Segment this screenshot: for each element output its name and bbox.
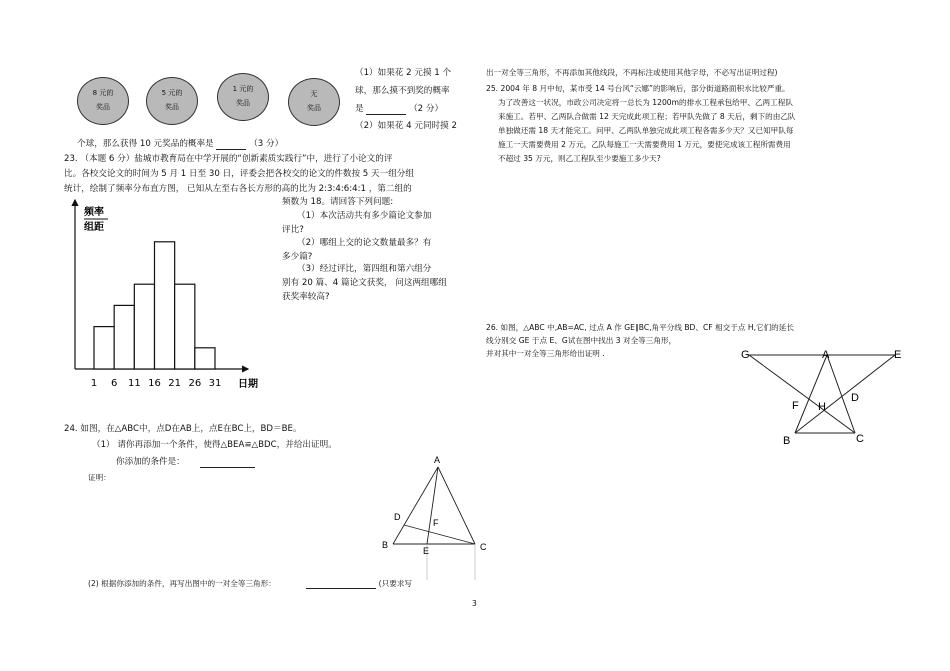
prize-ball-label-top: 8 元的 — [92, 89, 114, 97]
segment-ac — [438, 467, 475, 544]
q24-line3 — [116, 456, 255, 468]
q25-line1: 25. 2004 年 8 月中旬，某市受 14 号台风“云娜”的影响后，部分街道路面积水比较严重。 — [486, 84, 790, 93]
histogram-bar — [134, 284, 154, 369]
prize-ball-label-top: 1 元的 — [232, 85, 254, 93]
prize-ball-label-top: 5 元的 — [161, 89, 183, 97]
q23-q2b: 多少篇? — [282, 252, 313, 262]
prize-ball-label-bottom: 奖品 — [165, 103, 179, 111]
y-label-top: 频率 — [84, 207, 104, 218]
label-h: H — [818, 401, 826, 413]
x-tick-label: 31 — [208, 378, 222, 389]
q23-line4: 频数为 18。请回答下列问题: — [282, 197, 394, 207]
q24-continuation-line: 出一对全等三角形，不再添加其他线段，不再标注或使用其他字母，不必写出证明过程) — [486, 68, 778, 77]
label-a: A — [822, 349, 830, 361]
q22-part1-line1: （1）如果花 2 元摸 1 个 — [355, 68, 452, 78]
label-d: D — [851, 392, 859, 404]
frequency-histogram — [62, 196, 262, 392]
q23-line1: 23. （本题 6 分）盐城市教育局在中学开展的“创新素质实践行”中，进行了小论文的评 — [64, 154, 393, 164]
line-cfg — [749, 355, 855, 433]
x-tick-label: 16 — [148, 378, 161, 389]
label-f: F — [792, 400, 799, 412]
label-d: D — [394, 512, 401, 522]
histogram-bar — [195, 348, 215, 369]
q24-condition-prefix: 你添加的条件是： — [116, 457, 185, 467]
q24-condition-blank[interactable] — [200, 457, 255, 468]
label-e: E — [894, 349, 902, 361]
q22-continuation — [77, 138, 283, 150]
histogram-bar — [114, 305, 134, 369]
prize-ball-label-top: 无 — [310, 90, 318, 98]
q26-triangle-figure — [735, 343, 910, 448]
q23-line3: 统计，绘制了频率分布直方图， 已知从左至右各长方形的高的比为 2:3:4:6:4:1 ，第二组的 — [64, 184, 412, 194]
label-g: G — [741, 349, 750, 361]
x-axis-label: 日期 — [238, 379, 258, 390]
prize-ball-3 — [217, 73, 269, 121]
q22-answer-prefix: 是 — [355, 104, 364, 114]
prize-ball-1 — [77, 77, 129, 125]
label-f: F — [433, 518, 439, 528]
x-tick-label: 11 — [127, 378, 141, 389]
q23-line2: 比。各校交论文的时间为 5 月 1 日至 30 日，评委会把各校交的论文的件数按 5 天一组分组 — [64, 169, 414, 179]
q23-q3a: （3）经过评比，第四组和第六组分 — [297, 264, 432, 274]
prize-ball-label-bottom: 奖品 — [236, 99, 250, 107]
q22-cont-text: 个球，那么获得 10 元奖品的概率是 — [77, 139, 214, 149]
q23-q2a: （2）哪组上交的论文数量最多？有 — [297, 238, 432, 248]
label-c: C — [480, 542, 487, 552]
q22-answer-blank-2[interactable] — [216, 139, 246, 150]
histogram-bar — [94, 327, 114, 369]
q24-proof-label: 证明： — [88, 473, 111, 482]
label-b: B — [382, 540, 389, 550]
prize-ball-label-bottom: 奖品 — [96, 103, 110, 111]
line-bde — [795, 355, 895, 433]
q22-part1-line3 — [355, 103, 443, 115]
q25-line2: 为了改善这一状况，市政公司决定将一总长为 1200m的排水工程承包给甲、乙两工程队 — [498, 98, 793, 107]
segment-dc — [404, 525, 475, 544]
x-tick-label: 6 — [110, 378, 118, 389]
q24-part2-blank[interactable] — [306, 578, 376, 589]
page-number: 3 — [472, 599, 477, 608]
q23-q3b: 别有 20 篇、4 篇论文获奖， 问这两组哪组 — [282, 278, 447, 288]
q25-line3: 来施工。若甲、乙两队合做需 12 天完成此项工程；若甲队先做了 8 天后，剩下的由乙队 — [498, 112, 796, 121]
q23-q3c: 获奖率较高? — [282, 292, 330, 302]
q22-score-1: （2 分） — [409, 104, 444, 114]
q24-part2 — [88, 578, 412, 589]
prize-ball-label-bottom: 奖品 — [307, 104, 321, 112]
bar-group — [94, 242, 215, 369]
segment-ab — [795, 355, 827, 433]
label-c: C — [856, 433, 864, 445]
q24-part2-text: (2) 根据你添加的条件，再写出图中的一对全等三角形： — [88, 579, 276, 588]
q22-part2-line1: （2）如果花 4 元同时摸 2 — [355, 121, 457, 131]
q25-line6: 不超过 35 万元，则乙工程队至少要施工多少天? — [498, 154, 661, 163]
prize-ball-4 — [288, 78, 340, 126]
q22-answer-blank-1[interactable] — [366, 104, 406, 115]
x-tick-label: 1 — [90, 378, 98, 389]
q24-line1: 24. 如图，在△ABC中，点D在AB上，点E在BC上，BD＝BE。 — [64, 424, 302, 434]
y-label-bottom: 组距 — [84, 222, 104, 233]
q23-q1b: 评比? — [282, 225, 304, 235]
q25-line4: 单独做还需 18 天才能完工。问甲、乙两队单独完成此项工程各需多少天？又已知甲队每 — [498, 126, 794, 135]
q26-line1: 26. 如图，△ABC 中,AB=AC, 过点 A 作 GE∥BC,角平分线 BD、CF 相交于点 H,它们的延长 — [486, 323, 794, 332]
x-tick-label: 21 — [168, 378, 182, 389]
q24-triangle-figure — [375, 452, 505, 592]
q23-q1a: （1）本次活动共有多少篇论文参加 — [297, 211, 432, 221]
q22-part1-line2: 球，那么摸不到奖的概率 — [355, 86, 450, 96]
histogram-bar — [155, 242, 175, 369]
label-b: B — [783, 435, 791, 447]
prize-ball-2 — [146, 77, 198, 125]
q24-part2-tail: (只要求写 — [378, 579, 413, 588]
label-e: E — [423, 546, 430, 556]
q22-score-2: （3 分） — [249, 139, 284, 149]
q24-line2: （1） 请你再添加一个条件，使得△BEA≌△BDC，并给出证明。 — [92, 440, 337, 450]
label-a: A — [434, 455, 441, 465]
q26-line3: 并对其中一对全等三角形给出证明 . — [486, 349, 605, 358]
x-tick-group — [91, 378, 222, 389]
q26-line2: 线分别交 GE 于点 E、G试在图中找出 3 对全等三角形， — [486, 336, 677, 345]
q25-line5: 施工一天需要费用 2 万元，乙队每施工一天需要费用 1 万元，要使完成该工程所需费用 — [498, 140, 791, 149]
x-tick-label: 26 — [188, 378, 202, 389]
histogram-bar — [175, 284, 195, 369]
